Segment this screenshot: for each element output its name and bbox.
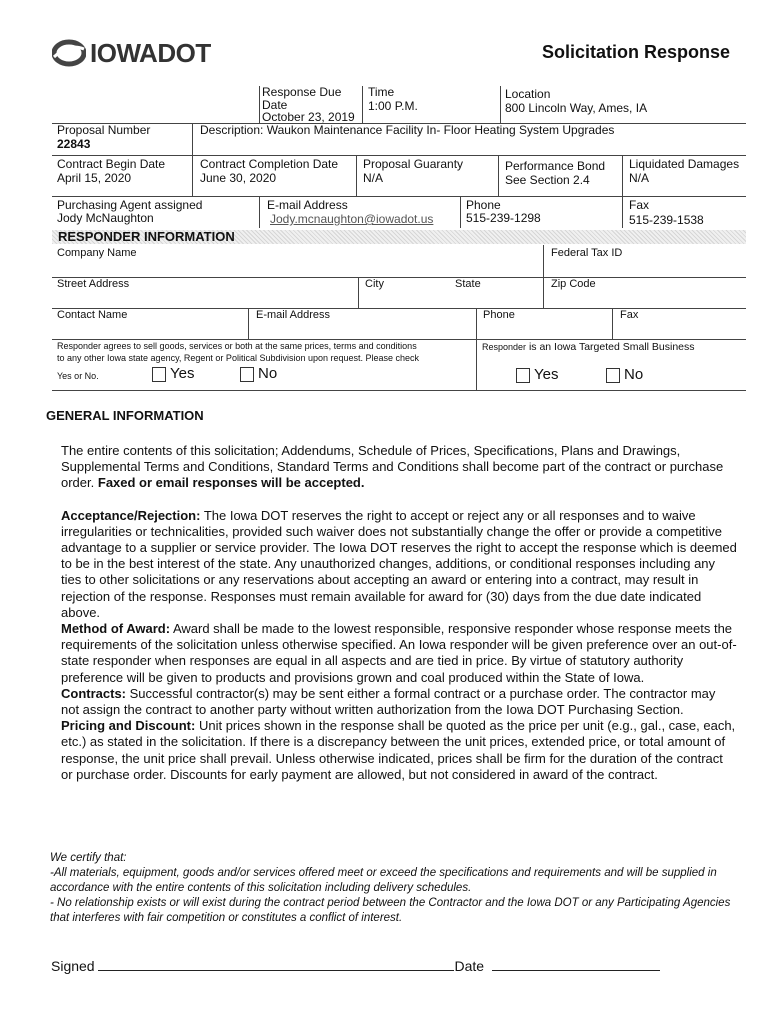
- tsb-no-checkbox[interactable]: [606, 368, 620, 383]
- agent-email-link[interactable]: Jody.mcnaughton@iowadot.us: [270, 212, 434, 226]
- targeted-small-business-label: Responder is an Iowa Targeted Small Business: [482, 341, 695, 353]
- tsb-yes-checkbox[interactable]: [516, 368, 530, 383]
- fax-field[interactable]: Fax: [620, 309, 639, 321]
- agent-fax-value: 515-239-1538: [629, 213, 704, 227]
- response-due-label: Response Due Date: [262, 85, 342, 112]
- award-paragraph: Method of Award: Award shall be made to the lowest responsible, responsive responder whose response meets the requirements of the solicitation unless otherwise specified. An Iowa responder will be given preference over an out-of-state responder when responses are equal in all aspects and are tied in price. By virtue of statutory authority preference will be given to products and provisions grown and coal produced within the State of Iowa.: [61, 621, 737, 685]
- certification-block: [50, 851, 740, 926]
- agree-yes-checkbox[interactable]: [152, 367, 166, 382]
- purchasing-agent-value: Jody McNaughton: [57, 211, 154, 225]
- yes-no-instruction: Yes or No.: [57, 371, 99, 381]
- response-due-value: October 23, 2019: [262, 110, 355, 124]
- signature-field[interactable]: [98, 958, 454, 971]
- date-label: Date: [454, 958, 485, 974]
- email-address-field[interactable]: E-mail Address: [256, 309, 330, 321]
- agent-phone-value: 515-239-1298: [466, 211, 541, 225]
- performance-bond-value: See Section 2.4: [505, 173, 590, 187]
- contact-name-field[interactable]: Contact Name: [57, 309, 128, 321]
- agree-no-checkbox[interactable]: [240, 367, 254, 382]
- time-label: Time: [368, 85, 395, 99]
- proposal-guaranty-value: N/A: [363, 171, 384, 185]
- certify-materials: -All materials, equipment, goods and/or services offered meet or exceed the specifications and requirements and will be supplied in accordance with the entire contents of this solicitation including delivery schedules.: [50, 867, 717, 894]
- general-information-body: [61, 443, 737, 783]
- federal-tax-id-field[interactable]: Federal Tax ID: [551, 247, 623, 259]
- date-field[interactable]: [492, 958, 660, 971]
- project-description: Description: Waukon Maintenance Facility In- Floor Heating System Upgrades: [200, 123, 615, 137]
- city-field[interactable]: City: [365, 278, 384, 290]
- contract-begin-label: Contract Begin Date: [57, 157, 166, 171]
- phone-field[interactable]: Phone: [483, 309, 515, 321]
- acceptance-paragraph: Acceptance/Rejection: The Iowa DOT reserves the right to accept or reject any or all responses and to waive irregularities or technicalities, provided such waiver does not substantially change the offer or provide a competitive advantage to a supplier or service provider. The Iowa DOT reserves the right to accept the response which is deemed to be in the best interest of the state. Any unauthorized changes, additions, or conditional responses including any ties to other solicitations or any reservations about accepting an award or entering into a contract, may result in rejection of the response. Responses must remain available for award for (30) days from the due date indicated above.: [61, 507, 737, 620]
- contracts-paragraph: Contracts: Successful contractor(s) may be sent either a formal contract or a purchase order. The contractor may not assign the contract to another party without written authorization from the Iowa DOT Purchasing Section.: [61, 685, 716, 718]
- certify-heading: We certify that:: [50, 852, 127, 864]
- logo-text: IOWADOT: [90, 37, 211, 68]
- intro-paragraph: The entire contents of this solicitation; Addendums, Schedule of Prices, Specifications, Plans and Drawings, Supplemental Terms and Conditions, Standard Terms and Conditions shall become part of the contract or purchase order. Faxed or email responses will be accepted.: [61, 443, 724, 491]
- swoosh-icon: [52, 39, 86, 67]
- responder-info-heading: RESPONDER INFORMATION: [52, 230, 746, 244]
- agent-phone-label: Phone: [466, 198, 501, 212]
- general-information-heading: GENERAL INFORMATION: [46, 408, 204, 423]
- agent-fax-label: Fax: [629, 198, 650, 212]
- contract-completion-value: June 30, 2020: [200, 171, 277, 185]
- agent-email-label: E-mail Address: [267, 198, 348, 212]
- state-field[interactable]: State: [455, 278, 481, 290]
- zip-code-field[interactable]: Zip Code: [551, 278, 596, 290]
- document-title: Solicitation Response: [541, 42, 730, 62]
- proposal-guaranty-label: Proposal Guaranty: [363, 157, 464, 171]
- time-value: 1:00 P.M.: [368, 99, 418, 113]
- proposal-number-value: 22843: [57, 137, 91, 151]
- location-value: 800 Lincoln Way, Ames, IA: [505, 101, 648, 115]
- certify-relationship: - No relationship exists or will exist during the contract period between the Contractor and the Iowa DOT or any Participating Agencies that interferes with fair competition or constitutes a conflict of interest.: [50, 897, 731, 924]
- price-agreement-text: Responder agrees to sell goods, services or both at the same prices, terms and conditions to any other Iowa state agency, Regent or Political Subdivision upon request. Please check: [57, 341, 420, 363]
- signature-row: [51, 958, 660, 974]
- liquidated-damages-value: N/A: [629, 171, 650, 185]
- agree-yes-option[interactable]: Yes: [152, 365, 194, 382]
- performance-bond-label: Performance Bond: [505, 159, 606, 173]
- tsb-yes-option[interactable]: Yes: [516, 366, 558, 383]
- contract-completion-label: Contract Completion Date: [200, 157, 339, 171]
- street-address-field[interactable]: Street Address: [57, 278, 130, 290]
- contract-begin-value: April 15, 2020: [57, 171, 132, 185]
- liquidated-damages-label: Liquidated Damages: [629, 157, 740, 171]
- signed-label: Signed: [51, 958, 95, 974]
- agree-no-option[interactable]: No: [240, 365, 277, 382]
- iowa-dot-logo: [52, 38, 211, 68]
- purchasing-agent-label: Purchasing Agent assigned: [57, 198, 203, 212]
- pricing-paragraph: Pricing and Discount: Unit prices shown in the response shall be quoted as the price per unit (e.g., gal., case, each, etc.) as stated in the solicitation. If there is a discrepancy between the unit prices, extended price, or total amount of response, the unit price shall prevail. Unless otherwise indicated, prices shall be firm for the duration of the contract or purchase order. Discounts for early payment are allowed, but not considered in award of the contract.: [61, 718, 736, 782]
- proposal-number-label: Proposal Number: [57, 123, 151, 137]
- company-name-field[interactable]: Company Name: [57, 247, 137, 259]
- location-label: Location: [505, 87, 551, 101]
- tsb-no-option[interactable]: No: [606, 366, 643, 383]
